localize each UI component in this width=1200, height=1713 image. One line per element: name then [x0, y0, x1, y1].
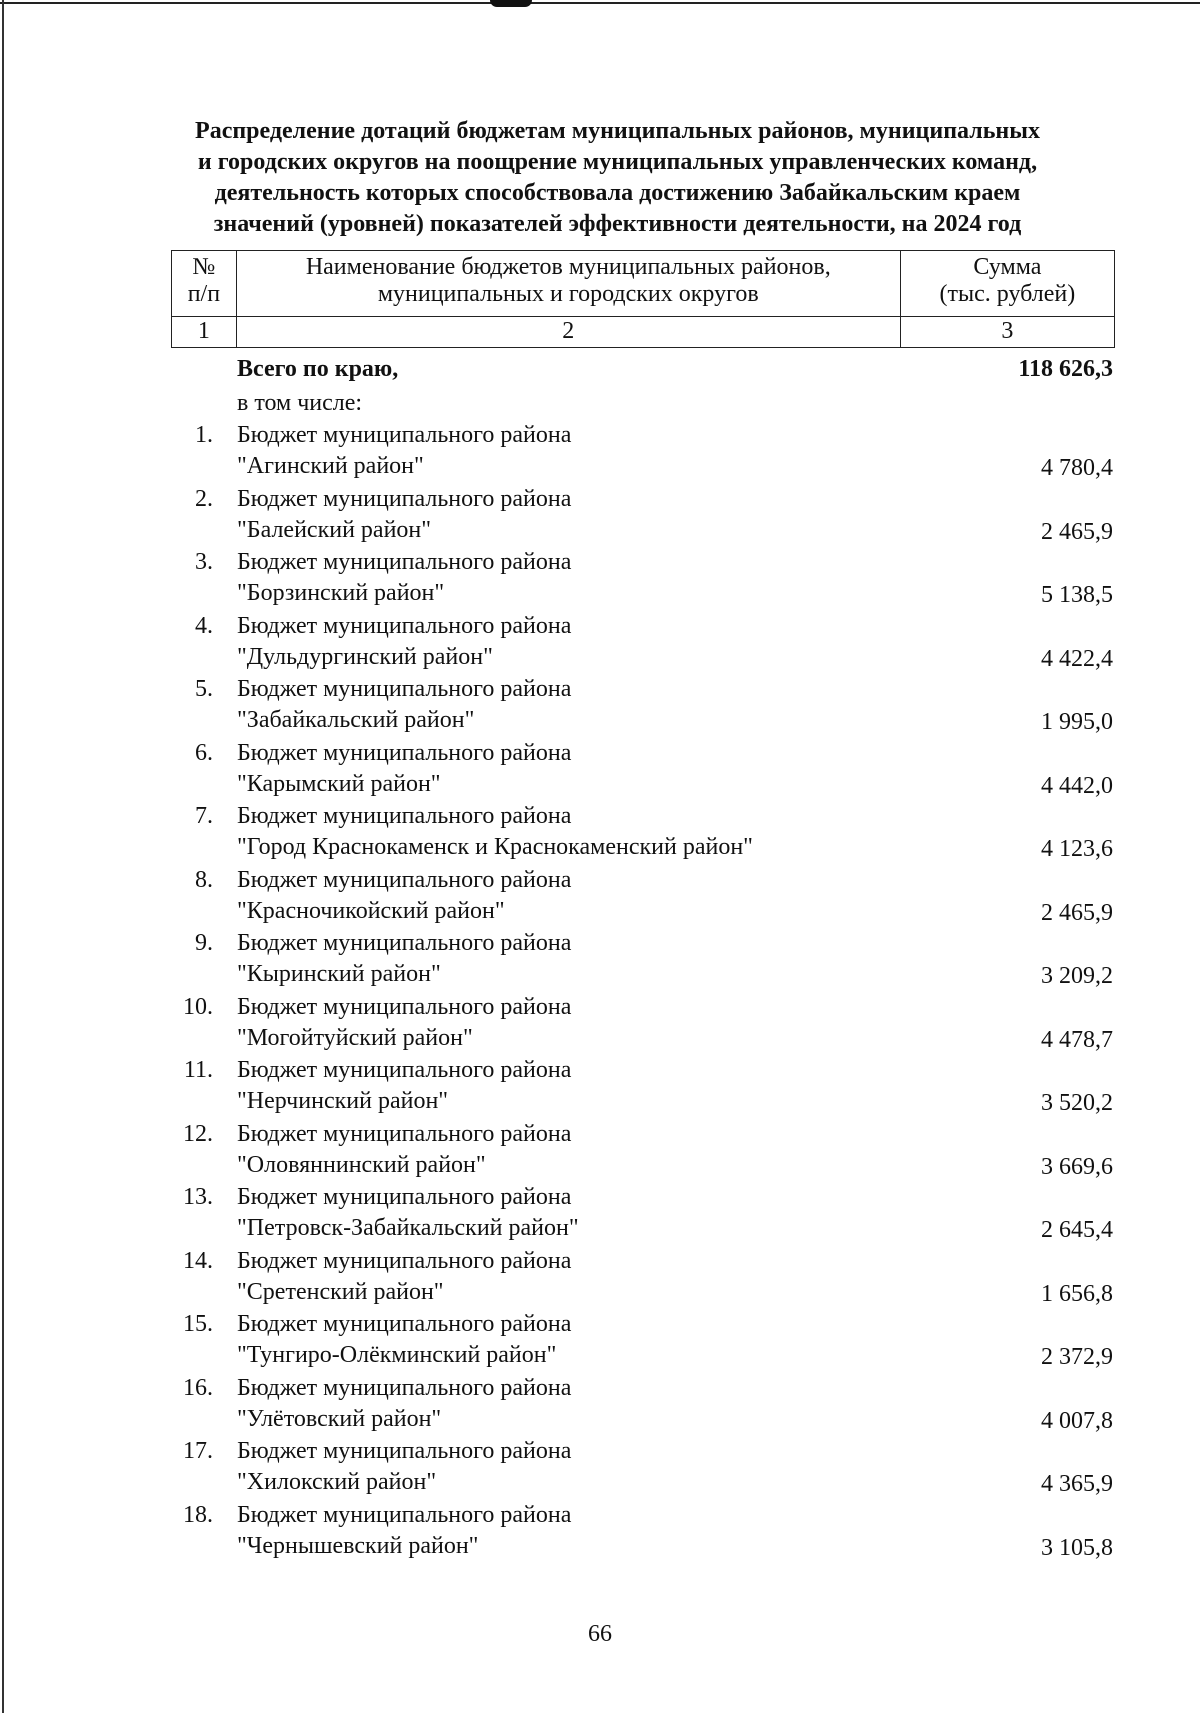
document-title [150, 116, 1085, 240]
row-line-1: Бюджет муниципального района [237, 866, 572, 893]
scan-edge-top [0, 2, 1200, 4]
row-amount: 3 669,6 [1041, 1153, 1113, 1180]
row-line-1: Бюджет муниципального района [237, 1057, 572, 1083]
title-line-1: Распределение дотаций бюджетам муниципальных районов, муниципальных [195, 118, 1040, 144]
row-line-2: "Улётовский район" [237, 1405, 442, 1432]
table-row [171, 484, 1115, 548]
row-amount: 4 007,8 [1041, 1407, 1113, 1434]
header-number [172, 251, 237, 317]
row-amount: 3 520,2 [1041, 1090, 1113, 1116]
header-sum-line-1: Сумма [973, 254, 1042, 280]
row-line-2: "Борзинский район" [237, 580, 445, 606]
row-number: 10. [183, 993, 213, 1020]
row-amount: 4 478,7 [1041, 1026, 1113, 1053]
header-index-3: 3 [900, 317, 1114, 348]
row-line-1: Бюджет муниципального района [237, 739, 572, 766]
header-number-line-1: № [192, 254, 216, 280]
row-number: 6. [195, 739, 213, 766]
row-number: 3. [195, 549, 213, 575]
header-name-line-2: муниципальных и городских округов [377, 281, 759, 307]
row-number: 5. [195, 676, 213, 702]
row-number: 13. [183, 1184, 213, 1210]
row-line-2: "Хилокский район" [237, 1469, 437, 1495]
row-number: 14. [183, 1247, 213, 1274]
row-line-1: Бюджет муниципального района [237, 422, 572, 448]
row-line-1: Бюджет муниципального района [237, 1184, 572, 1210]
table-row [171, 611, 1115, 675]
row-amount: 4 780,4 [1041, 455, 1113, 481]
row-amount: 1 656,8 [1041, 1280, 1113, 1307]
row-number: 11. [183, 1057, 213, 1083]
table-row [171, 1500, 1115, 1564]
scan-mark [490, 0, 532, 7]
table-row [171, 1055, 1115, 1119]
table-row [171, 801, 1115, 865]
subhead: в том числе: [237, 390, 363, 416]
row-line-2: "Тунгиро-Олёкминский район" [237, 1342, 557, 1368]
header-sum [900, 251, 1114, 317]
row-line-2: "Балейский район" [237, 516, 432, 543]
row-line-2: "Красночикойский район" [237, 897, 505, 924]
row-number: 4. [195, 612, 213, 639]
row-amount: 2 465,9 [1041, 899, 1113, 926]
row-number: 18. [183, 1501, 213, 1528]
row-line-2: "Сретенский район" [237, 1278, 444, 1305]
row-line-2: "Забайкальский район" [237, 707, 475, 733]
title-line-4: значений (уровней) показателей эффективности деятельности, на 2024 год [213, 211, 1022, 237]
row-line-2: "Дульдургинский район" [237, 643, 493, 670]
header-name-line-1: Наименование бюджетов муниципальных районов, [305, 254, 831, 280]
row-line-1: Бюджет муниципального района [237, 1247, 572, 1274]
row-line-2: "Карымский район" [237, 770, 441, 797]
row-line-1: Бюджет муниципального района [237, 612, 572, 639]
table-row [171, 547, 1115, 611]
row-number: 16. [183, 1374, 213, 1401]
table-row [171, 928, 1115, 992]
row-line-2: "Город Краснокаменск и Краснокаменский район" [237, 834, 753, 860]
total-row [171, 356, 1115, 388]
header-index-2: 2 [236, 317, 900, 348]
table-row [171, 674, 1115, 738]
header-name [236, 251, 900, 317]
row-line-1: Бюджет муниципального района [237, 485, 572, 512]
row-line-1: Бюджет муниципального района [237, 1438, 572, 1464]
total-value: 118 626,3 [1018, 356, 1113, 382]
row-amount: 3 209,2 [1041, 963, 1113, 989]
row-number: 17. [183, 1438, 213, 1464]
total-label: Всего по краю, [237, 356, 399, 382]
row-line-2: "Кыринский район" [237, 961, 441, 987]
row-line-1: Бюджет муниципального района [237, 549, 572, 575]
header-index-1: 1 [172, 317, 237, 348]
row-amount: 1 995,0 [1041, 709, 1113, 735]
row-number: 15. [183, 1311, 213, 1337]
scan-edge-left [2, 0, 4, 1713]
table-row [171, 1182, 1115, 1246]
row-number: 9. [195, 930, 213, 956]
table-row [171, 1309, 1115, 1373]
table-row [171, 1436, 1115, 1500]
row-number: 1. [195, 422, 213, 448]
page-number: 66 [588, 1621, 612, 1647]
header-number-line-2: п/п [187, 281, 221, 307]
row-line-1: Бюджет муниципального района [237, 1311, 572, 1337]
row-line-2: "Оловяннинский район" [237, 1151, 486, 1178]
row-line-2: "Нерчинский район" [237, 1088, 449, 1114]
row-line-1: Бюджет муниципального района [237, 676, 572, 702]
row-line-2: "Петровск-Забайкальский район" [237, 1215, 579, 1241]
table-row [171, 992, 1115, 1056]
row-number: 2. [195, 485, 213, 512]
row-line-1: Бюджет муниципального района [237, 803, 572, 829]
title-line-2: и городских округов на поощрение муниципальных управленческих команд, [197, 149, 1038, 175]
title-line-3: деятельность которых способствовала достижению Забайкальским краем [214, 180, 1021, 206]
row-amount: 3 105,8 [1041, 1534, 1113, 1561]
row-number: 12. [183, 1120, 213, 1147]
table-row [171, 865, 1115, 929]
row-amount: 2 645,4 [1041, 1217, 1113, 1243]
row-number: 7. [195, 803, 213, 829]
row-line-2: "Могойтуйский район" [237, 1024, 473, 1051]
row-amount: 4 123,6 [1041, 836, 1113, 862]
row-line-1: Бюджет муниципального района [237, 1120, 572, 1147]
rows-list [171, 420, 1115, 1563]
row-amount: 2 372,9 [1041, 1344, 1113, 1370]
row-amount: 5 138,5 [1041, 582, 1113, 608]
row-amount: 4 422,4 [1041, 645, 1113, 672]
row-line-1: Бюджет муниципального района [237, 1374, 572, 1401]
row-line-1: Бюджет муниципального района [237, 930, 572, 956]
table-row [171, 1373, 1115, 1437]
row-line-2: "Чернышевский район" [237, 1532, 479, 1559]
table-header [171, 250, 1115, 348]
table-row [171, 1119, 1115, 1183]
header-sum-line-2: (тыс. рублей) [939, 281, 1076, 307]
table-row [171, 738, 1115, 802]
row-line-1: Бюджет муниципального района [237, 1501, 572, 1528]
row-number: 8. [195, 866, 213, 893]
row-line-1: Бюджет муниципального района [237, 993, 572, 1020]
row-line-2: "Агинский район" [237, 453, 424, 479]
row-amount: 4 442,0 [1041, 772, 1113, 799]
row-amount: 2 465,9 [1041, 518, 1113, 545]
table-row [171, 1246, 1115, 1310]
row-amount: 4 365,9 [1041, 1471, 1113, 1497]
table-row [171, 420, 1115, 484]
